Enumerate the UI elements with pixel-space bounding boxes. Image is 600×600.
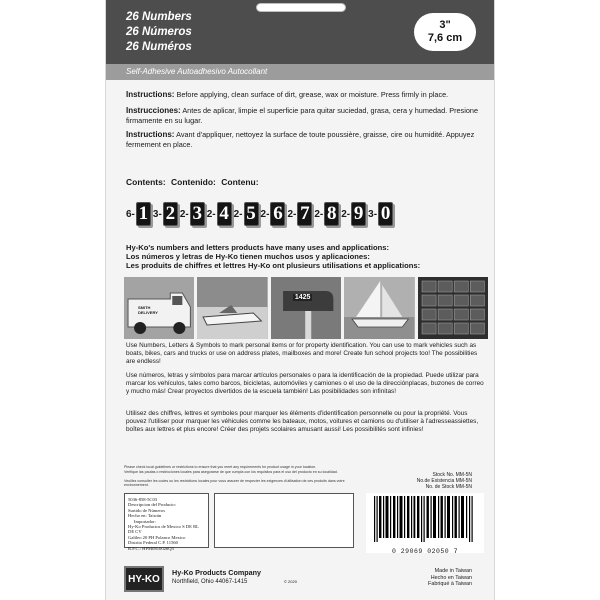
contents-item bbox=[180, 202, 205, 226]
stock-number bbox=[417, 472, 472, 490]
blank-label-box bbox=[214, 493, 354, 548]
number-sticker: 5 bbox=[244, 202, 259, 226]
import-line: Hecho en: Taiwán bbox=[128, 513, 162, 519]
uses-heading-english: Hy-Ko's numbers and letters products have many uses and applications: bbox=[126, 243, 390, 252]
product-card bbox=[105, 0, 495, 600]
number-sticker: 0 bbox=[378, 202, 393, 226]
contents-item bbox=[314, 202, 339, 226]
contents-quantity: 2- bbox=[233, 208, 243, 220]
description-french: Utilisez des chiffres, lettres et symboles pour marquer les éléments d'identification personnelle ou pour la propriété. Vous pouvez l'utiliser pour marquer les véhicules comme les bateaux, motos, voitures et camions ou d'utiliser à l'adresseassiettes, boîtes aux lettres et plus encore! Créer des projets scolaires amusant aussi! Les possibilités sont infinies! bbox=[126, 410, 479, 434]
description-english: Use Numbers, Letters & Symbols to mark personal items or for property identification. You can use to mark vehicles such as boats, bikes, cars and trucks or use on address plates, mailboxes and more! Create fun school projects too! The possibilities are endless! bbox=[126, 342, 478, 366]
contents-item bbox=[153, 202, 178, 226]
country-of-origin bbox=[428, 568, 472, 588]
size-inches: 3" bbox=[439, 19, 451, 31]
fine-print-french: Veuillez consulter les codes ou les restrictions locales pour vous assurer de respecter les exigences d'utilisation de ces produits dans votre environnement. bbox=[124, 479, 345, 488]
size-centimeters: 7,6 cm bbox=[427, 32, 463, 44]
fine-print-spanish: Verifique las pautas o restricciones locales para asegurarse de que cumpla con los requisitos para el uso del producto en su localidad. bbox=[124, 470, 338, 474]
import-line: Importador: bbox=[134, 518, 156, 524]
stock-number-spanish: No.de Existencia MM-5N bbox=[416, 478, 472, 484]
title-english: 26 Numbers bbox=[126, 11, 192, 23]
number-sticker: 8 bbox=[324, 202, 339, 226]
van-lettering: SMITH DELIVERY bbox=[138, 305, 158, 315]
contents-item bbox=[207, 202, 232, 226]
jet-ski-photo bbox=[197, 277, 267, 339]
instructions-spanish-label: Instrucciones: bbox=[126, 106, 181, 115]
fine-print-english: Please check local guidelines or restrictions to ensure that you meet any requirements for product usage in your location. bbox=[124, 465, 317, 469]
title-spanish: 26 Números bbox=[126, 26, 192, 38]
instructions-spanish bbox=[126, 106, 484, 126]
contents-item bbox=[287, 202, 312, 226]
contents-quantity: 6- bbox=[126, 208, 135, 220]
contents-quantity: 2- bbox=[341, 208, 351, 220]
contents-quantity: 3- bbox=[368, 208, 378, 220]
number-sticker: 4 bbox=[217, 202, 232, 226]
title-french: 26 Numéros bbox=[126, 41, 192, 53]
contents-item bbox=[261, 202, 286, 226]
uses-heading bbox=[126, 243, 486, 270]
contents-quantity: 2- bbox=[260, 208, 270, 220]
copyright-year: © 2020 bbox=[284, 579, 297, 584]
contents-label: Contents: Contenido: Contenu: bbox=[126, 177, 259, 187]
barcode-bars bbox=[372, 496, 478, 542]
sailboat-photo bbox=[344, 277, 414, 339]
number-sticker: 3 bbox=[190, 202, 205, 226]
import-line: R.F.C.: HPM0810026Q3 bbox=[128, 545, 174, 551]
stock-number-english: Stock No. MM-5N bbox=[432, 472, 472, 478]
import-line: Hy-Ko Productos de Mexico S DE RL DE CV bbox=[128, 524, 199, 535]
instructions-english-label: Instructions: bbox=[126, 90, 175, 99]
origin-spanish: Hecho en Taiwan bbox=[430, 574, 472, 581]
contents-quantity: 2- bbox=[314, 208, 324, 220]
instructions-spanish-text: Antes de aplicar, limpie el superficie para quitar suciedad, grasa, cera y humedad. Presione firmamente en su lugar. bbox=[126, 106, 479, 125]
import-info-box bbox=[124, 493, 209, 551]
number-sticker: 7 bbox=[297, 202, 312, 226]
contents-item bbox=[368, 202, 393, 226]
origin-english: Made in Taiwan bbox=[434, 568, 472, 574]
company-address: Northfield, Ohio 44067-1415 bbox=[172, 579, 248, 585]
company-name: Hy-Ko Products Company bbox=[172, 568, 262, 577]
upc-barcode bbox=[366, 493, 484, 553]
contents-item bbox=[126, 202, 151, 226]
application-photos bbox=[124, 277, 488, 339]
import-line: Distrito Federal C.P. 11560 bbox=[128, 540, 178, 546]
contents-quantity: 2- bbox=[206, 208, 216, 220]
description-spanish: Use números, letras y símbolos para marcar artículos personales o para la identificación de la propiedad. Puede utilizar para marcar los vehículos, tales como barcos, bicicletas, automóviles y camiones o el uso de la direcciónplacas, buzones de correo y mucho más! Crear proyectos divertidos de la escuela también! Las posibilidades son infinitas! bbox=[126, 372, 484, 396]
product-titles bbox=[126, 10, 192, 55]
contents-item bbox=[234, 202, 259, 226]
storage-grid-photo bbox=[418, 277, 488, 339]
uses-heading-french: Les produits de chiffres et lettres Hy-Ko ont plusieurs utilisations et applications: bbox=[126, 261, 421, 270]
number-sticker: 9 bbox=[351, 202, 366, 226]
contents-numbers-row bbox=[126, 199, 486, 229]
company-info bbox=[172, 569, 261, 586]
contents-item bbox=[341, 202, 366, 226]
mailbox-number: 1425 bbox=[294, 294, 311, 301]
uses-heading-spanish: Los números y letras de Hy-Ko tienen muchos usos y aplicaciones: bbox=[126, 252, 370, 261]
number-sticker: 6 bbox=[270, 202, 285, 226]
contents-quantity: 2- bbox=[287, 208, 297, 220]
instructions-english bbox=[126, 90, 484, 100]
instructions-french bbox=[126, 130, 484, 150]
adhesive-subheader: Self-Adhesive Autoadhesivo Autocollant bbox=[106, 64, 495, 80]
instructions-english-text: Before applying, clean surface of dirt, grease, wax or moisture. Press firmly in place. bbox=[176, 90, 449, 99]
import-line: Descripcion del Producto: bbox=[128, 502, 176, 508]
instructions-french-label: Instructions: bbox=[126, 130, 175, 139]
size-badge bbox=[414, 13, 476, 51]
number-sticker: 2 bbox=[163, 202, 178, 226]
number-sticker: 1 bbox=[136, 202, 151, 226]
import-line: 5036-858-5C03 bbox=[128, 497, 158, 502]
origin-french: Fabriqué à Taiwan bbox=[428, 581, 472, 588]
import-line: Galileo 20 PH Polanco Mexico bbox=[128, 534, 186, 540]
barcode-digits: 0 29069 02050 7 bbox=[391, 548, 458, 555]
hang-hole bbox=[256, 3, 346, 12]
instructions-french-text: Avant d'appliquer, nettoyez la surface de toute poussière, graisse, cire ou humidité. Appuyez fermement en place. bbox=[126, 130, 475, 149]
delivery-van-photo bbox=[124, 277, 194, 339]
hy-ko-logo: HY-KO bbox=[124, 566, 164, 592]
mailbox-photo bbox=[271, 277, 341, 339]
contents-quantity: 3- bbox=[152, 208, 162, 220]
import-line: Surtido de Números bbox=[128, 507, 166, 513]
contents-quantity: 2- bbox=[179, 208, 189, 220]
stock-number-french: No. de Stock MM-5N bbox=[425, 484, 472, 490]
